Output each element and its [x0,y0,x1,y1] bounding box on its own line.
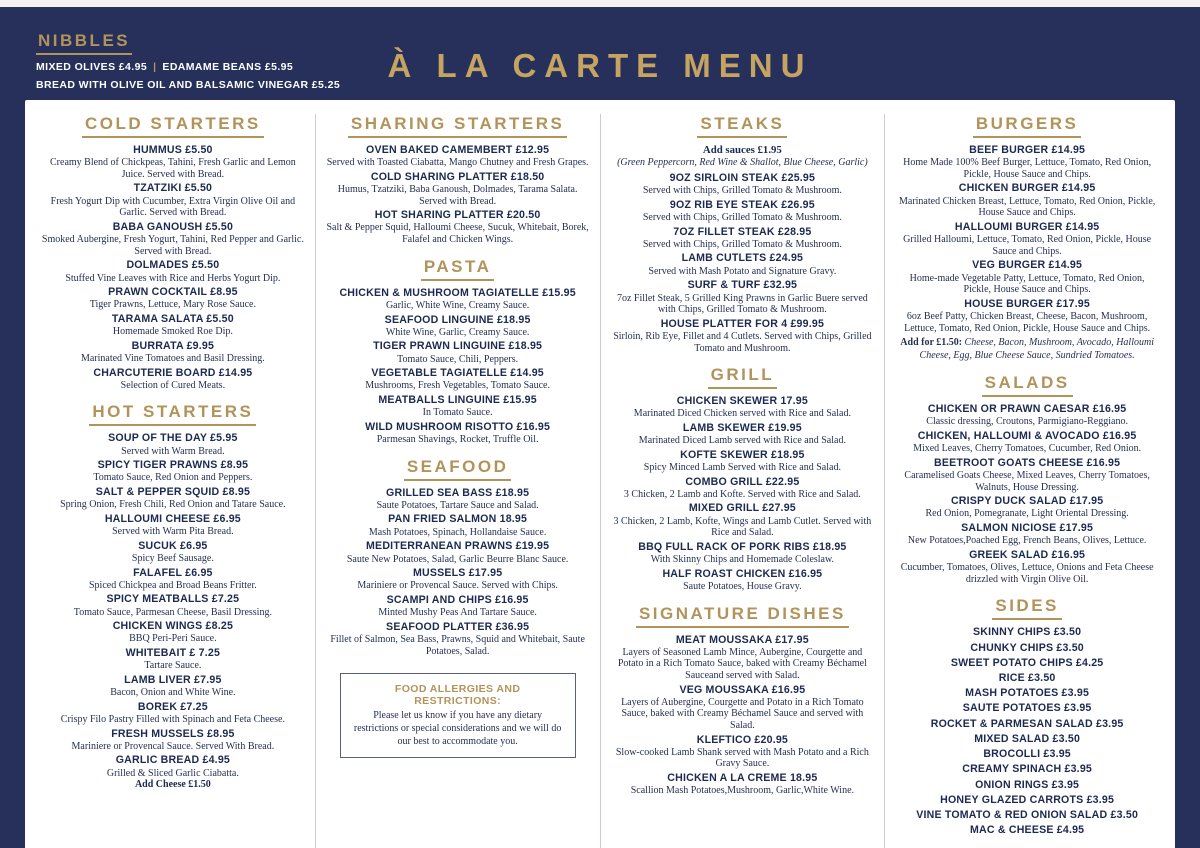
item-name: VEGETABLE TAGIATELLE £14.95 [371,367,544,380]
menu-item [41,144,305,180]
item-desc: Served with Warm Pita Bread. [112,526,234,538]
item-desc: Saute Potatoes, House Gravy. [683,580,802,592]
item-desc: Spiced Chickpea and Broad Beans Fritter. [89,579,257,591]
item-desc: Smoked Aubergine, Fresh Yogurt, Tahini, Red Pepper and Garlic. Served with Bread. [41,234,304,257]
item-name: GARLIC BREAD £4.95 [115,754,231,767]
nibbles-heading: NIBBLES [36,31,132,55]
item-name: SUCUK £6.95 [138,539,208,552]
item-name: HALLOUMI CHEESE £6.95 [104,512,241,525]
item-desc: Salt & Pepper Squid, Halloumi Cheese, Sucuk, Whitebait, Borek, Falafel and Chicken Wings. [326,222,589,246]
item-name: WHITEBAIT £ 7.25 [125,647,221,660]
section-note-italic: (Green Peppercorn, Red Wine & Shallot, Blue Cheese, Garlic) [617,156,868,168]
item-name: SURF & TURF £32.95 [687,279,798,292]
menu-item [611,318,875,354]
allergy-box [340,673,576,758]
item-name: MIXED SALAD £3.50 [974,732,1081,745]
menu-item [41,754,305,791]
item-name: CHUNKY CHIPS £3.50 [970,641,1084,654]
footnote-italic: Cheese, Bacon, Mushroom, Avocado, Halloumi Cheese, Egg, Blue Cheese Sauce, Sundried Tomatoes. [919,337,1154,361]
item-desc: Marinated Diced Lamb served with Rice and Salad. [638,435,846,447]
item-desc: Layers of Aubergine, Courgette and Potato in a Rich Tomato Sauce, baked with Creamy Béchamel Sauce and served with Salad. [621,696,864,731]
menu-item [41,647,305,672]
item-name: HUMMUS £5.50 [133,144,213,156]
menu-item [611,568,875,593]
menu-item [895,259,1159,295]
item-desc: Minted Mushy Peas And Tartare Sauce. [378,607,537,619]
allergy-box-text: Please let us know if you have any dietary restrictions or special considerations and we will do our best to accommodate you. [353,710,562,748]
section-heading-wrap [611,604,875,628]
item-name: ROCKET & PARMESAN SALAD £3.95 [930,717,1124,730]
item-desc: Tomato Sauce, Chili, Peppers. [397,353,519,365]
item-name: BBQ FULL RACK OF PORK RIBS £18.95 [638,540,847,553]
item-name: VINE TOMATO & RED ONION SALAD £3.50 [916,809,1139,822]
menu-section [326,257,590,446]
menu-item [611,449,875,474]
item-desc: Homemade Smoked Roe Dip. [112,326,233,338]
item-desc: Mixed Leaves, Cherry Tomatoes, Cucumber, Red Onion. [913,443,1142,455]
item-name: CHICKEN WINGS £8.25 [112,620,234,633]
item-name: TIGER PRAWN LINGUINE £18.95 [373,340,543,353]
menu-item [326,314,590,339]
section-heading-wrap [41,402,305,426]
menu-column-2 [316,114,601,848]
menu-section [41,114,305,391]
item-desc: Fillet of Salmon, Sea Bass, Prawns, Squid and Whitebait, Saute Potatoes, Salad. [330,634,585,657]
item-desc: Mariniere or Provencal Sauce. Served With Bread. [71,740,275,752]
item-name: 9OZ RIB EYE STEAK £26.95 [669,198,815,211]
item-desc: Marinated Diced Chicken served with Rice and Salad. [633,408,851,420]
item-name: BURRATA £9.95 [131,339,215,352]
item-name: BEEF BURGER £14.95 [969,144,1086,156]
menu-section [611,114,875,354]
nibbles-separator: | [153,61,157,73]
section-heading: SIGNATURE DISHES [636,604,849,628]
menu-item [895,403,1159,428]
item-desc: Marinated Chicken Breast, Lettuce, Tomato, Red Onion, Pickle, House Sauce and Chips. [898,195,1156,219]
menu-item [611,476,875,501]
item-desc: Grilled & Sliced Garlic Ciabatta. [106,767,239,779]
section-heading: BURGERS [973,114,1082,138]
item-name: SAUTE POTATOES £3.95 [962,702,1092,715]
item-name: COMBO GRILL £22.95 [685,475,800,488]
item-name: CHICKEN OR PRAWN CAESAR £16.95 [927,403,1127,416]
menu-item [41,259,305,284]
item-desc: Served with Chips, Grilled Tomato & Mushroom. [642,185,842,197]
item-desc: Red Onion, Pomegranate, Light Oriental Dressing. [925,508,1129,520]
item-desc: Saute New Potatoes, Salad, Garlic Beurre Blanc Sauce. [346,553,569,565]
menu-item [895,522,1159,547]
section-heading-wrap [895,114,1159,138]
page-title: À LA CARTE MENU [387,47,813,84]
item-name: CHICKEN A LA CREME 18.95 [667,771,818,784]
item-desc: Bacon, Onion and White Wine. [110,687,236,699]
menu-item [326,144,590,169]
menu-panel [25,100,1175,848]
item-name: TZATZIKI £5.50 [133,182,213,195]
menu-item [895,718,1159,731]
menu-header [0,7,1200,100]
item-name: HALF ROAST CHICKEN £16.95 [662,567,823,580]
item-desc: Spring Onion, Fresh Chili, Red Onion and Tatare Sauce. [60,499,286,511]
menu-item [326,367,590,392]
item-name: CHICKEN & MUSHROOM TAGIATELLE £15.95 [339,286,576,299]
item-name: HALLOUMI BURGER £14.95 [954,220,1100,233]
menu-item [41,540,305,565]
item-name: GREEK SALAD £16.95 [969,548,1086,561]
item-desc: Selection of Cured Meats. [120,379,226,391]
menu-item [41,221,305,257]
menu-item [41,674,305,699]
item-desc: Tomato Sauce, Parmesan Cheese, Basil Dressing. [73,606,272,618]
item-desc: Mushrooms, Fresh Vegetables, Tomato Sauce. [365,380,550,392]
menu-item [895,748,1159,761]
item-desc: BBQ Peri-Peri Sauce. [129,633,217,645]
menu-item [41,367,305,392]
menu-item [895,794,1159,807]
section-heading-wrap [611,365,875,389]
menu-column-3 [601,114,886,848]
item-name: FALAFEL £6.95 [133,566,213,579]
menu-item [41,620,305,645]
menu-item [41,593,305,618]
item-name: SPICY TIGER PRAWNS £8.95 [97,459,249,472]
menu-item [326,513,590,538]
item-desc: In Tomato Sauce. [422,407,493,419]
item-name: CHICKEN BURGER £14.95 [958,182,1096,195]
menu-item [895,763,1159,776]
menu-item [611,422,875,447]
nibbles-item-edamame: EDAMAME BEANS £5.95 [162,61,294,73]
section-heading: HOT STARTERS [89,402,256,426]
menu-item [326,594,590,619]
item-name: CHICKEN SKEWER 17.95 [676,395,808,408]
menu-item [895,182,1159,218]
item-desc: 3 Chicken, 2 Lamb and Kofte. Served with Rice and Salad. [623,488,861,500]
item-desc: With Skinny Chips and Homemade Coleslaw. [650,554,835,566]
item-name: LAMB SKEWER £19.95 [682,421,802,434]
item-desc: Sirloin, Rib Eye, Fillet and 4 Cutlets. Served with Chips, Grilled Tomato and Mushroom. [613,330,872,354]
item-name: CHARCUTERIE BOARD £14.95 [93,366,253,379]
menu-item [895,657,1159,670]
item-desc: Tiger Prawns, Lettuce, Mary Rose Sauce. [89,299,256,311]
menu-item [895,495,1159,520]
menu-item [611,252,875,277]
menu-item [326,621,590,657]
item-desc: Caramelised Goats Cheese, Mixed Leaves, Cherry Tomatoes, Walnuts, House Dressing. [904,470,1150,493]
item-name: SALMON NICIOSE £17.95 [961,522,1094,535]
menu-item [895,430,1159,455]
item-name: SKINNY CHIPS £3.50 [973,626,1082,639]
item-desc: Spicy Beef Sausage. [131,552,214,564]
menu-item [611,541,875,566]
item-name: 7OZ FILLET STEAK £28.95 [673,225,812,238]
section-heading: SIDES [992,596,1062,620]
menu-column-4 [885,114,1169,848]
item-name: BEETROOT GOATS CHEESE £16.95 [934,456,1121,469]
menu-item [895,457,1159,493]
item-desc: Cucumber, Tomatoes, Olives, Lettuce, Onions and Feta Cheese drizzled with Virgin Olive Oil. [900,562,1154,585]
menu-item [611,634,875,682]
item-desc: 6oz Beef Patty, Chicken Breast, Cheese, Bacon, Mushroom, Lettuce, Tomato, Red Onion, Pickle, House Sauce and Chips. [904,310,1151,334]
item-desc: Layers of Seasoned Lamb Mince, Aubergine, Courgette and Potato in a Rich Tomato Sauce, baked with Creamy Béchamel Sauceand served with Salad. [617,646,867,681]
item-desc: Crispy Filo Pastry Filled with Spinach and Feta Cheese. [60,713,285,725]
footnote-bold: Add for £1.50: [900,337,963,349]
item-name: MEDITERRANEAN PRAWNS £19.95 [366,540,550,553]
item-desc: Mariniere or Provencal Sauce. Served with Chips. [357,580,558,592]
item-desc: Classic dressing, Croutons, Parmigiano-Reggiano. [926,416,1128,428]
item-desc: Mash Potatoes, Spinach, Hollandaise Sauce. [368,526,547,538]
item-name: MEATBALLS LINGUINE £15.95 [378,393,537,406]
menu-column-1 [31,114,316,848]
menu-item [326,567,590,592]
menu-item [611,199,875,224]
menu-item [41,728,305,753]
menu-item [41,567,305,592]
section-heading: PASTA [421,257,495,281]
item-name: COLD SHARING PLATTER £18.50 [370,170,545,183]
item-name: BROCOLLI £3.95 [983,748,1071,761]
menu-item [41,340,305,365]
menu-item [895,672,1159,685]
menu-item [611,279,875,315]
item-name: OVEN BAKED CAMEMBERT £12.95 [366,144,550,156]
menu-item [611,502,875,538]
item-name: CRISPY DUCK SALAD £17.95 [950,495,1104,508]
item-name: CHICKEN, HALLOUMI & AVOCADO £16.95 [917,429,1137,442]
item-desc: Scallion Mash Potatoes,Mushroom, Garlic,White Wine. [630,785,855,797]
menu-item [41,182,305,218]
item-name: WILD MUSHROOM RISOTTO £16.95 [365,420,551,433]
menu-item [326,209,590,245]
item-name: MIXED GRILL £27.95 [688,502,796,515]
nibbles-item-olives: MIXED OLIVES £4.95 [36,61,148,73]
menu-item [41,701,305,726]
item-desc: Slow-cooked Lamb Shank served with Mash Potato and a Rich Gravy Sauce. [615,746,869,770]
section-heading-wrap [895,373,1159,397]
item-name: TARAMA SALATA £5.50 [111,312,234,325]
item-name: CREAMY SPINACH £3.95 [962,763,1093,776]
menu-item [41,459,305,484]
item-name: HOUSE PLATTER FOR 4 £99.95 [660,317,825,330]
menu-item [611,226,875,251]
menu-item [895,687,1159,700]
menu-item [895,626,1159,639]
menu-item [895,702,1159,715]
item-desc: White Wine, Garlic, Creamy Sauce. [385,326,530,338]
menu-section [611,365,875,592]
section-heading: SALADS [982,373,1073,397]
item-desc: Served with Toasted Ciabatta, Mango Chutney and Fresh Grapes. [326,157,589,169]
item-name: MEAT MOUSSAKA £17.95 [675,633,809,646]
menu-item [326,287,590,312]
menu-item [326,171,590,207]
section-heading: SHARING STARTERS [348,114,567,138]
item-desc: New Potatoes,Poached Egg, French Beans, Olives, Lettuce. [907,535,1147,547]
section-heading: STEAKS [697,114,787,138]
item-name: KLEFTICO £20.95 [696,733,789,746]
item-desc: Stuffed Vine Leaves with Rice and Herbs Yogurt Dip. [65,272,281,284]
item-name: LAMB CUTLETS £24.95 [681,252,804,265]
section-heading: COLD STARTERS [82,114,264,138]
item-name: SOUP OF THE DAY £5.95 [108,432,238,445]
menu-item [326,421,590,446]
item-name: 9OZ SIRLOIN STEAK £25.95 [669,171,816,184]
menu-item [895,779,1159,792]
item-desc: Grilled Halloumi, Lettuce, Tomato, Red Onion, Pickle, House Sauce and Chips. [903,234,1152,257]
menu-section [41,402,305,791]
menu-item [611,395,875,420]
item-name: HOT SHARING PLATTER £20.50 [374,209,541,222]
item-name: GRILLED SEA BASS £18.95 [386,486,530,499]
item-name: PAN FRIED SALMON 18.95 [388,513,528,526]
menu-item [895,809,1159,822]
section-heading: GRILL [708,365,778,389]
section-heading-wrap [326,114,590,138]
item-name: HONEY GLAZED CARROTS £3.95 [940,793,1115,806]
menu-item [41,432,305,457]
item-desc: Spicy Minced Lamb Served with Rice and Salad. [643,462,841,473]
item-name: SCAMPI AND CHIPS £16.95 [386,593,529,606]
section-heading-wrap [611,114,875,138]
menu-item [895,221,1159,257]
item-desc: Tartare Sauce. [144,660,202,672]
item-desc: Served with Chips, Grilled Tomato & Mushroom. [642,238,842,250]
menu-item [895,298,1159,334]
item-name: MASH POTATOES £3.95 [965,687,1090,700]
menu-item [611,772,875,797]
section-footnote [895,337,1159,362]
item-name: SEAFOOD LINGUINE £18.95 [384,313,531,326]
menu-section [895,114,1159,362]
menu-section [326,457,590,658]
section-heading-wrap [895,596,1159,620]
item-name: VEG MOUSSAKA £16.95 [679,683,806,696]
item-desc: 7oz Fillet Steak, 5 Grilled King Prawns in Garlic Buere served with Chips, Grilled Tomato & Mushroom. [616,292,868,316]
item-name: SWEET POTATO CHIPS £4.25 [950,656,1104,669]
item-name: VEG BURGER £14.95 [972,259,1083,272]
item-desc: Garlic, White Wine, Creamy Sauce. [385,299,530,311]
item-name: ONION RINGS £3.95 [975,778,1080,791]
allergy-box-heading: FOOD ALLERGIES AND RESTRICTIONS: [394,683,521,708]
menu-item [895,144,1159,180]
item-name: SEAFOOD PLATTER £36.95 [386,620,530,633]
item-extra-note: Add Cheese £1.50 [134,779,211,791]
item-desc: Parmesan Shavings, Rocket, Truffle Oil. [376,434,539,446]
menu-item [326,487,590,512]
menu-item [41,513,305,538]
item-name: BABA GANOUSH £5.50 [112,220,234,233]
section-note-bold: Add sauces £1.95 [702,144,782,156]
menu-item [611,172,875,197]
menu-item [41,486,305,511]
item-desc: Creamy Blend of Chickpeas, Tahini, Fresh Garlic and Lemon Juice. Served with Bread. [50,157,296,180]
item-desc: Served with Chips, Grilled Tomato & Mushroom. [642,212,842,224]
menu-item [41,286,305,311]
item-desc: Humus, Tzatziki, Baba Ganoush, Dolmades, Tarama Salata. Served with Bread. [337,184,578,207]
item-name: KOFTE SKEWER £18.95 [680,448,805,461]
item-desc: Home-made Vegetable Patty, Lettuce, Tomato, Red Onion, Pickle, House Sauce and Chips. [909,272,1145,296]
section-heading-wrap [41,114,305,138]
menu-item [326,340,590,365]
menu-section [611,604,875,797]
item-desc: Saute Potatoes, Tartare Sauce and Salad. [376,499,539,511]
menu-item [895,549,1159,585]
item-name: LAMB LIVER £7.95 [124,673,222,686]
item-name: SALT & PEPPER SQUID £8.95 [95,486,251,499]
menu-section [895,596,1159,837]
item-name: MAC & CHEESE £4.95 [969,824,1085,837]
item-name: FRESH MUSSELS £8.95 [111,727,235,740]
menu-section [326,114,590,246]
item-desc: Served with Warm Bread. [121,445,225,457]
item-name: HOUSE BURGER £17.95 [964,297,1090,310]
menu-item [326,394,590,419]
section-heading-wrap [326,457,590,481]
item-name: MUSSELS £17.95 [412,567,503,580]
item-name: PRAWN COCKTAIL £8.95 [108,286,238,299]
menu-item [41,313,305,338]
item-desc: Served with Mash Potato and Signature Gravy. [648,265,837,277]
nibbles-line-2: BREAD WITH OLIVE OIL AND BALSAMIC VINEGAR £5.25 [36,79,341,91]
item-name: BOREK £7.25 [137,700,208,713]
menu-item [895,733,1159,746]
top-edge-strip [0,0,1200,7]
menu-section [895,373,1159,585]
section-heading-wrap [326,257,590,281]
menu-item [611,684,875,732]
menu-item [895,824,1159,837]
menu-item [611,734,875,770]
item-desc: Tomato Sauce, Red Onion and Peppers. [93,472,253,484]
section-heading: SEAFOOD [404,457,512,481]
item-name: SPICY MEATBALLS £7.25 [106,593,240,606]
item-desc: 3 Chicken, 2 Lamb, Kofte, Wings and Lamb Cutlet. Served with Rice and Salad. [613,515,872,539]
item-name: RICE £3.50 [998,671,1056,684]
item-desc: Marinated Vine Tomatoes and Basil Dressing. [80,352,265,364]
menu-item [326,540,590,565]
item-desc: Fresh Yogurt Dip with Cucumber, Extra Virgin Olive Oil and Garlic. Served with Bread. [50,195,296,219]
item-desc: Home Made 100% Beef Burger, Lettuce, Tomato, Red Onion, Pickle, House Sauce and Chips. [903,157,1152,180]
menu-item [895,642,1159,655]
item-name: DOLMADES £5.50 [126,259,220,272]
